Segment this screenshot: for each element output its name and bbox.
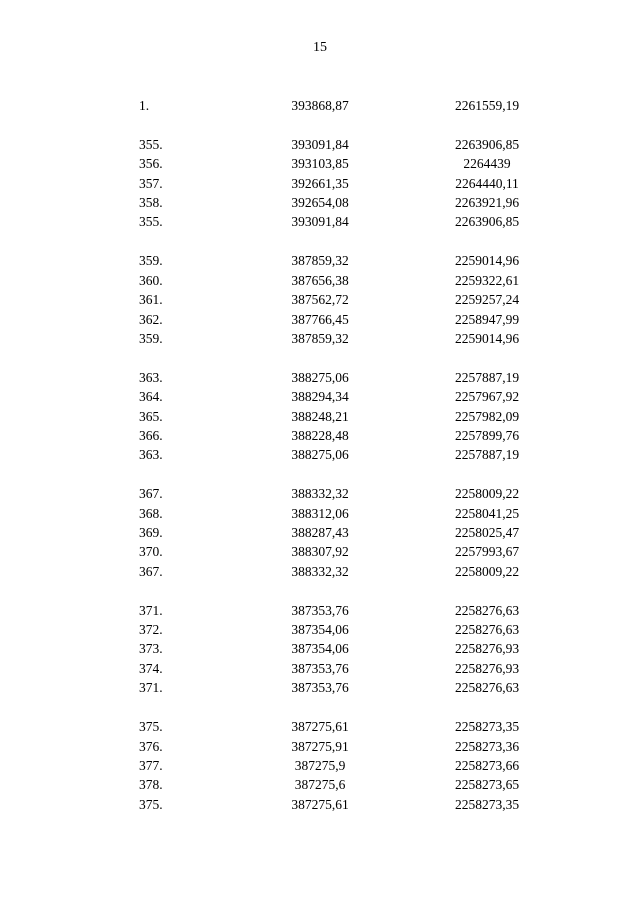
table-row [0,135,640,154]
table-row [0,174,640,193]
y-coordinate: 2258025,47 [454,525,520,541]
x-coordinate: 387656,38 [291,272,349,288]
point-number: 357. [139,175,163,191]
x-coordinate: 388332,32 [291,563,349,579]
coordinate-group [0,251,640,348]
point-number: 367. [139,563,163,579]
y-coordinate: 2259014,96 [454,253,520,269]
point-number: 369. [139,525,163,541]
x-coordinate: 388307,92 [291,544,349,560]
x-coordinate: 393091,84 [291,214,349,230]
y-coordinate: 2257967,92 [454,389,520,405]
x-coordinate: 388275,06 [291,447,349,463]
x-coordinate: 387562,72 [291,292,349,308]
table-row [0,562,640,581]
point-number: 363. [139,447,163,463]
x-coordinate: 387353,76 [291,660,349,676]
table-row [0,251,640,270]
x-coordinate: 388275,06 [291,369,349,385]
y-coordinate: 2258273,35 [454,796,520,812]
point-number: 377. [139,757,163,773]
x-coordinate: 387275,61 [291,796,349,812]
x-coordinate: 388248,21 [291,408,349,424]
y-coordinate: 2258273,65 [454,777,520,793]
point-number: 362. [139,311,163,327]
y-coordinate: 2257993,67 [454,544,520,560]
x-coordinate: 388312,06 [291,505,349,521]
point-number: 378. [139,777,163,793]
table-row [0,271,640,290]
point-number: 355. [139,214,163,230]
point-number: 371. [139,680,163,696]
y-coordinate: 2259322,61 [454,272,520,288]
table-row [0,775,640,794]
table-row [0,212,640,231]
table-row [0,290,640,309]
point-number: 356. [139,156,163,172]
point-number: 376. [139,738,163,754]
x-coordinate: 393091,84 [291,136,349,152]
point-number: 364. [139,389,163,405]
page-number: 15 [313,40,327,55]
x-coordinate: 387353,76 [291,602,349,618]
x-coordinate: 388287,43 [291,525,349,541]
x-coordinate: 393868,87 [291,98,349,113]
table-row [0,426,640,445]
y-coordinate: 2263906,85 [454,136,520,152]
y-coordinate: 2258041,25 [454,505,520,521]
y-coordinate: 2258276,63 [454,680,520,696]
table-row [0,407,640,426]
point-number: 358. [139,195,163,211]
y-coordinate: 2258009,22 [454,486,520,502]
y-coordinate: 2261559,19 [454,98,520,113]
y-coordinate: 2258009,22 [454,563,520,579]
x-coordinate: 387859,32 [291,330,349,346]
y-coordinate: 2263906,85 [454,214,520,230]
y-coordinate: 2259257,24 [454,292,520,308]
x-coordinate: 387275,6 [294,777,346,793]
coordinates-table [0,96,640,834]
y-coordinate: 2264440,11 [455,175,519,191]
coordinate-group [0,717,640,814]
table-row [0,639,640,658]
x-coordinate: 388294,34 [291,389,349,405]
table-row [0,154,640,173]
table-row [0,523,640,542]
table-row [0,368,640,387]
table-row [0,795,640,814]
y-coordinate: 2264439 [463,156,511,172]
y-coordinate: 2257899,76 [454,427,520,443]
table-row [0,329,640,348]
table-row [0,756,640,775]
table-row [0,737,640,756]
table-row [0,96,640,115]
table-row [0,601,640,620]
table-row [0,504,640,523]
y-coordinate: 2258276,63 [454,602,520,618]
table-row [0,659,640,678]
x-coordinate: 387275,91 [291,738,349,754]
point-number: 355. [139,136,163,152]
y-coordinate: 2258276,93 [454,660,520,676]
y-coordinate: 2257887,19 [454,369,520,385]
point-number: 375. [139,796,163,812]
x-coordinate: 387275,61 [291,719,349,735]
y-coordinate: 2258276,93 [454,641,520,657]
x-coordinate: 387859,32 [291,253,349,269]
point-number: 367. [139,486,163,502]
y-coordinate: 2258276,63 [454,622,520,638]
point-number: 1. [139,98,150,113]
point-number: 363. [139,369,163,385]
y-coordinate: 2257982,09 [454,408,520,424]
table-row [0,717,640,736]
table-row [0,310,640,329]
y-coordinate: 2257887,19 [454,447,520,463]
x-coordinate: 392661,35 [291,175,349,191]
point-number: 371. [139,602,163,618]
x-coordinate: 387354,06 [291,622,349,638]
y-coordinate: 2258273,35 [454,719,520,735]
point-number: 375. [139,719,163,735]
table-row [0,193,640,212]
point-number: 368. [139,505,163,521]
table-row [0,387,640,406]
point-number: 359. [139,330,163,346]
point-number: 374. [139,660,163,676]
y-coordinate: 2258947,99 [454,311,520,327]
point-number: 360. [139,272,163,288]
coordinate-group [0,135,640,232]
x-coordinate: 393103,85 [291,156,349,172]
point-number: 365. [139,408,163,424]
x-coordinate: 387275,9 [294,757,346,773]
point-number: 359. [139,253,163,269]
y-coordinate: 2258273,66 [454,757,520,773]
point-number: 361. [139,292,163,308]
coordinate-group [0,368,640,465]
x-coordinate: 387766,45 [291,311,349,327]
coordinate-group [0,96,640,115]
table-row [0,678,640,697]
x-coordinate: 388228,48 [291,427,349,443]
y-coordinate: 2258273,36 [454,738,520,754]
x-coordinate: 392654,08 [291,195,349,211]
point-number: 370. [139,544,163,560]
point-number: 373. [139,641,163,657]
table-row [0,542,640,561]
y-coordinate: 2263921,96 [454,195,520,211]
point-number: 366. [139,427,163,443]
y-coordinate: 2259014,96 [454,330,520,346]
table-row [0,620,640,639]
table-row [0,445,640,464]
coordinate-group [0,601,640,698]
x-coordinate: 388332,32 [291,486,349,502]
x-coordinate: 387354,06 [291,641,349,657]
point-number: 372. [139,622,163,638]
coordinate-group [0,484,640,581]
x-coordinate: 387353,76 [291,680,349,696]
table-row [0,484,640,503]
